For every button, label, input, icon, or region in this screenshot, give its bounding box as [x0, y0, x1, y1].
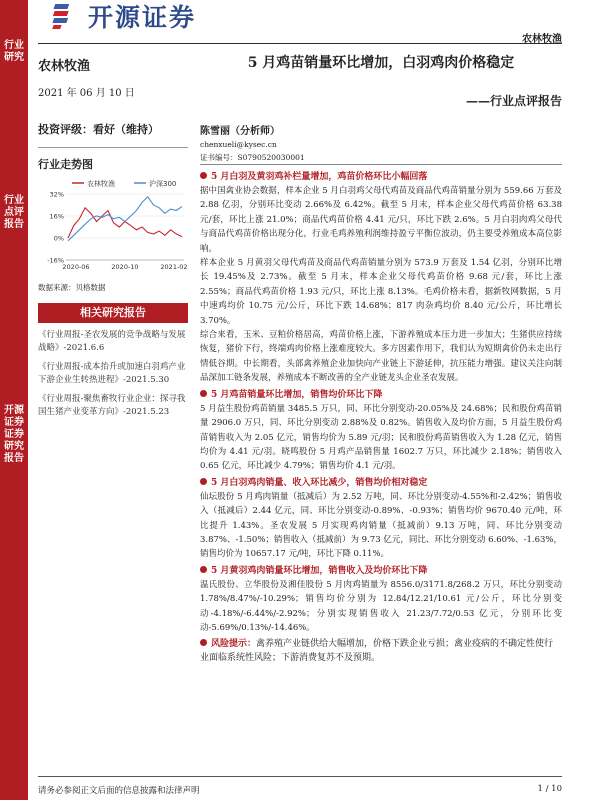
main-body [200, 168, 562, 665]
paragraph: 综合来看，玉米、豆粕价格居高，鸡苗价格上涨，下游养殖成本压力进一步加大；生猪供应持续恢复，猪价下行，终端鸡肉价格上涨难度较大。多方因素作用下，我们认为短期禽价仍未走出行情低谷期。中长期看，头部禽养殖企业加快向产业链上下游延伸，抗压能力增强。建议关注向制品深加工链条发展，养殖成本不断改善的全产业链龙头企业圣农发展。 [200, 330, 562, 384]
x-tick-label: 2020-06 [62, 263, 90, 271]
header-rule [38, 43, 562, 44]
risk-text: 禽养殖产业链供给大幅增加，价格下跌企业亏损；禽业疫病的不确定性使行业面临系统性风险；下游消费复苏不及预期。 [200, 639, 554, 664]
section-heading: 风险提示：禽养殖产业链供给大幅增加，价格下跌企业亏损；禽业疫病的不确定性使行业面临系统性风险；下游消费复苏不及预期。 [200, 639, 554, 664]
paragraph: 样本企业 5 月黄羽父母代鸡苗及商品代鸡苗销量分别为 573.9 万套及 1.54 亿羽，分别环比增长 19.45%及 2.73%。截至 5 月末，样本企业父母代鸡苗价格 9.68 元/套，环比上涨 2.55%；商品代鸡苗价格 1.93 元/只，环比上涨 8.13%。毛鸡价格未看，据新牧网数据，5 月中速鸡均价 10.75 元/公斤，环比下跌 14.68%；817 肉杂鸡均价 8.40 元/公斤，环比增长 3.70%。 [200, 258, 562, 326]
footer-disclaimer: 请务必参阅正文后面的信息披露和法律声明 [38, 786, 200, 796]
y-tick-label: 16% [49, 212, 64, 221]
bullet-icon [200, 639, 207, 646]
side-label-middle: 行业点评报告 [4, 195, 24, 230]
trend-chart-title: 行业走势图 [38, 147, 188, 172]
side-strip [0, 0, 28, 800]
report-subtitle: ——行业点评报告 [465, 94, 562, 108]
analyst-email[interactable]: chenxueli@kysec.cn [200, 140, 277, 149]
brand-logo-mark-icon [52, 2, 80, 30]
trend-chart-svg [38, 176, 188, 276]
chart-source: 数据来源：贝格数据 [38, 283, 106, 292]
page-number: 1 / 10 [537, 784, 562, 794]
section-heading: 5 月白羽及黄羽鸡补栏量增加，鸡苗价格环比小幅回落 [200, 170, 562, 184]
footer-rule [38, 776, 562, 777]
paragraph: 仙坛股份 5 月鸡肉销量（抵减后）为 2.52 万吨，同、环比分别变动-4.55%和-2.42%；销售收入（抵减后）2.44 亿元，同、环比分别变动-0.89%、-0.93%；销售均价 9670.40 元/吨，环比提升 1.43%。圣农发展 5 月实现鸡肉销量（抵减前）9.13 万吨，同、环比分别变动 3.87%、-1.50%；销售收入（抵减前）为 9.73 亿元，同比、环比分别变动 6.60%、-1.63%，销售均价为 10657.17 元/吨，环比下降 0.11%。 [200, 491, 562, 560]
related-report-item[interactable]: 《行业周报-聚焦畜牧行业企业：探寻我国生猪产业变革方向》-2021.5.23 [38, 394, 186, 417]
analyst-cert: 证书编号：S0790520030001 [200, 153, 305, 162]
analyst-block [200, 122, 305, 163]
y-tick-label: -16% [47, 256, 64, 265]
y-tick-label: 0% [53, 234, 64, 243]
analyst-rule [200, 164, 562, 165]
side-label-top: 行业研究 [4, 40, 24, 63]
y-tick-label: 32% [49, 190, 64, 199]
bullet-icon [200, 390, 207, 397]
investment-rating: 投资评级：看好（维持） [38, 123, 159, 136]
paragraph: 据中国禽业协会数据，样本企业 5 月白羽鸡父母代鸡苗及商品代鸡苗销量分别为 559.66 万套及 2.88 亿羽，分别环比变动 2.66%及 6.42%。截至 5 月末，样本企业父母代鸡苗价格 63.38 元/套，环比上涨 21.0%；商品代鸡苗价格 4.41 元/只，环比下跌 2.6%。5 月白羽肉鸡父母代与商品代鸡苗价格出现分化，行业毛鸡养殖利润维持盈亏平衡位波动，仍主要受养殖成本高位影响。 [200, 186, 562, 254]
x-tick-label: 2021-02 [160, 263, 188, 271]
x-tick-label: 2020-10 [111, 263, 139, 271]
series-line [68, 197, 182, 241]
series-line [68, 208, 182, 238]
left-column [38, 55, 188, 419]
analyst-name: 陈雪丽（分析师） [200, 126, 280, 137]
section-heading: 5 月黄羽鸡肉销量环比增加，销售收入及均价环比下降 [200, 564, 562, 578]
legend-label: 沪深300 [149, 180, 177, 188]
paragraph: 5 月益生股份鸡苗销量 3485.5 万只，同、环比分别变动-20.05%及 24.68%；民和股份鸡苗销量 2906.0 万只，同、环比分别变动 2.88%及 0.82%。销售收入及均价方面，5 月益生股份鸡苗销售收入为 2.05 亿元，销售均价为 5.89 元/羽；民和股份鸡苗销售收入为 1.28 亿元，销售均价为 4.41 元/羽。晓鸣股份 5 月鸡产品销售量 1602.7 万只，环比减少 2.18%；销售收入 0.65 亿元，环比减少 4.79%；销售均价 4.1 元/羽。 [200, 403, 562, 472]
report-date: 2021 年 06 月 10 日 [38, 88, 135, 99]
legend-label: 农林牧渔 [87, 180, 115, 188]
paragraph: 温氏股份、立华股份及湘佳股份 5 月肉鸡销量为 8556.0/3171.8/268.2 万只，环比分别变动 1.78%/8.47%/-10.29%；销售均价分别为 12.84/12.21/10.61 元/公斤，环比分别变动-4.18%/-6.44%/-2.92%；分别实现销售收入 21.23/7.72/0.53 亿元，分别环比变动-5.69%/0.13%/-14.46%。 [200, 579, 562, 633]
bullet-icon [200, 478, 207, 485]
related-report-item[interactable]: 《行业周报-圣农发展的竞争战略与发展战略》-2021.6.6 [38, 330, 186, 353]
report-title: 5 月鸡苗销量环比增加，白羽鸡肉价格稳定 [247, 55, 515, 71]
related-reports-title: 相关研究报告 [38, 303, 188, 323]
sector-name: 农林牧渔 [38, 59, 91, 74]
brand-logo [52, 0, 196, 32]
brand-name: 开源证券 [88, 3, 197, 32]
header-sector-tag: 农林牧渔 [522, 34, 562, 45]
bullet-icon [200, 172, 207, 179]
side-label-bottom: 开源证券 证券研究报告 [4, 405, 24, 464]
trend-chart [38, 176, 188, 280]
section-heading: 5 月白羽鸡肉销量、收入环比减少，销售均价相对稳定 [200, 476, 562, 490]
bullet-icon [200, 566, 207, 573]
related-report-item[interactable]: 《行业周报-成本抬升或加速白羽鸡产业下游企业生转热进程》-2021.5.30 [38, 362, 186, 385]
section-heading: 5 月鸡苗销量环比增加，销售均价环比下降 [200, 388, 562, 402]
